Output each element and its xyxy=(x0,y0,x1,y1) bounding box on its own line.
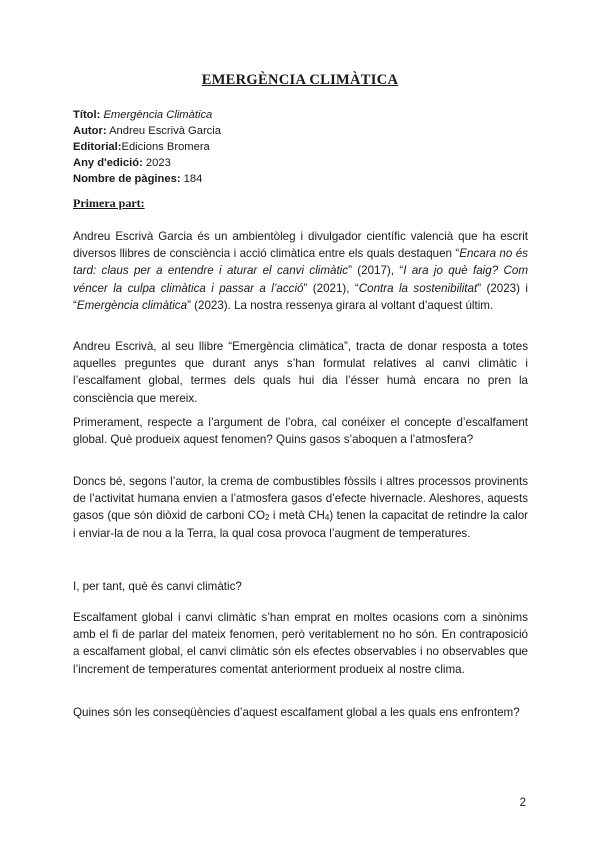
p1-book-title-1: Encara no és tard: claus per a entendre i aturar el canvi climàtic xyxy=(73,247,528,278)
co2-subscript: 2 xyxy=(265,513,270,523)
ch4-subscript: 4 xyxy=(324,513,330,523)
meta-publisher-value: Edicions Bromera xyxy=(121,141,210,153)
document-title: EMERGÈNCIA CLIMÀTICA xyxy=(201,72,399,88)
p1-text-c: ” (2017), “ xyxy=(348,264,404,278)
p1-book-title-2: I ara jo què faig? Com véncer la culpa climàtica i passar a l’acció xyxy=(73,264,528,295)
paragraph-4 xyxy=(73,473,528,542)
p7-text: Quines són les conseqüències d’aquest escalfament global a les quals ens enfrontem? xyxy=(73,706,520,719)
p1-text-a: Andreu Escrivà Garcia és un ambientòleg i divulgador científic valencià que ha escrit diversos llibres de consciència i acció climàtica entre els quals destaquen “ xyxy=(73,230,528,261)
meta-publisher-label: Editorial: xyxy=(73,141,122,153)
paragraph-3 xyxy=(73,414,528,448)
p2-text: Andreu Escrivà, al seu llibre “Emergència climàtica”, tracta de donar resposta a totes aquelles preguntes que durant anys s’han formulat relatives al canvi climàtic i l’escalfament global, termes dels quals hui dia l’ésser humà encara no pren la consciència que mereix. xyxy=(73,340,528,405)
p4-text-b: i metà CH xyxy=(269,509,325,523)
meta-year-value: 2023 xyxy=(145,157,171,169)
meta-pages-value: 184 xyxy=(183,173,203,185)
meta-author-label: Autor: xyxy=(73,125,107,137)
meta-publisher-row xyxy=(73,139,221,155)
meta-title-value: Emergència Climàtica xyxy=(103,109,213,121)
p3-text: Primerament, respecte a l’argument de l’obra, cal conéixer el concepte d’escalfament global. Què produeix aquest fenomen? Quins gasos s’aboquen a l’atmosfera? xyxy=(73,416,528,447)
p5-text: I, per tant, què és canvi climàtic? xyxy=(73,580,242,593)
paragraph-5 xyxy=(73,578,528,595)
meta-pages-row xyxy=(73,171,221,187)
book-metadata xyxy=(73,107,221,187)
p1-book-title-3: Contra la sostenibilitat xyxy=(358,281,478,295)
paragraph-2 xyxy=(73,338,528,407)
p4-text-c: ) tenen la capacitat de retindre la calor i enviar-la de nou a la Terra, la qual cosa provoca l’augment de temperatures. xyxy=(73,509,528,540)
p1-text-e: ” (2021), “ xyxy=(303,281,359,295)
meta-title-row xyxy=(73,107,221,123)
meta-author-value: Andreu Escrivà Garcia xyxy=(109,125,221,137)
meta-title-label: Títol: xyxy=(73,109,101,121)
meta-year-row xyxy=(73,155,221,171)
section-heading: Primera part: xyxy=(73,196,145,210)
meta-pages-label: Nombre de pàgines: xyxy=(73,173,181,185)
meta-year-label: Any d'edició: xyxy=(73,157,143,169)
p1-text-i: ” (2023). La nostra ressenya girara al voltant d’aquest últim. xyxy=(187,298,494,312)
page-number: 2 xyxy=(519,797,526,809)
p4-text-a: Doncs bé, segons l’autor, la crema de combustibles fòssils i altres processos provinents de l’activitat humana envien a l’atmosfera gasos d’efecte hivernacle. Aleshores, aquests gasos (que són diòxid de carboni CO xyxy=(73,475,528,523)
paragraph-intro xyxy=(73,228,528,314)
meta-author-row xyxy=(73,123,221,139)
paragraph-7 xyxy=(73,704,528,721)
p1-book-title-4: Emergència climàtica xyxy=(76,298,188,312)
p1-text-g: ” (2023) i “ xyxy=(73,281,528,312)
paragraph-6 xyxy=(73,609,528,678)
p6-text: Escalfament global i canvi climàtic s’han emprat en moltes ocasions com a sinònims amb el fi de parlar del mateix fenomen, però veritablement no ho són. En contraposició a escalfament global, el canvi climàtic són els efectes observables i no observables que l’increment de temperatures comentat anteriorment produeix al nostre clima. xyxy=(73,611,528,676)
